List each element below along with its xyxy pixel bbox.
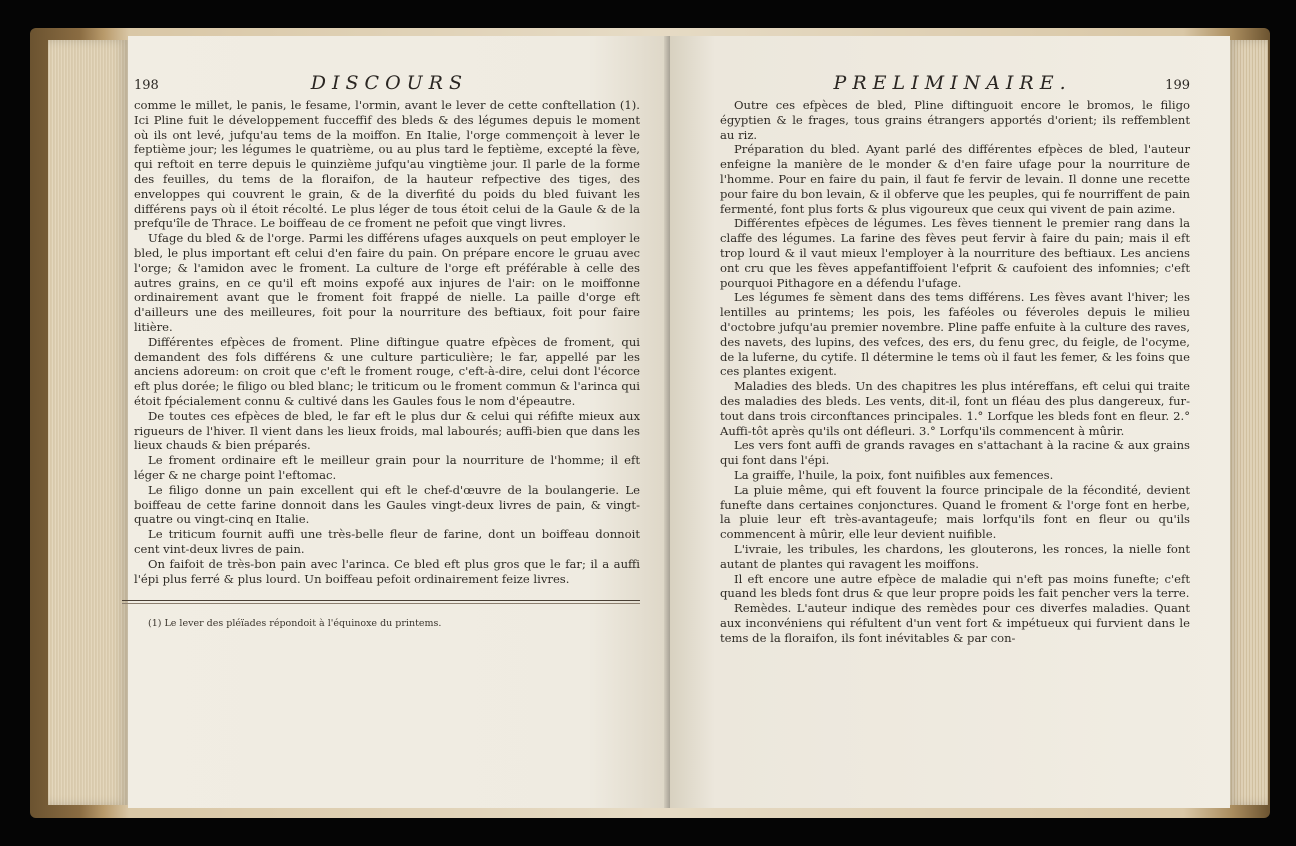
paragraph: Les légumes fe sèment dans des tems différens. Les fèves avant l'hiver; les lentilles au printems; les pois, les faféoles ou féveroles depuis le milieu d'octobre jufqu'au premier novembre. Pline paffe enfuite à la culture des raves, des navets, des lupins, des vefces, des ers, du fenu grec, du feigle, de l'ocyme, de la luferne, du cytife. Il détermine le tems où il faut les femer, & les foins que ces plantes exigent. [720,290,1190,379]
paragraph: Différentes efpèces de froment. Pline diftingue quatre efpèces de froment, qui demandent des fols différens & une culture particulière; le far, appellé par les anciens adoreum: on croit que c'eft le froment rouge, c'eft-à-dire, celui dont l'écorce eft plus dorée; le filigo ou bled blanc; le triticum ou le froment commun & l'arinca qui étoit fpécialement connu & cultivé dans les Gaules fous le nom d'épeautre. [134,334,640,408]
paragraph: Le triticum fournit auffi une très-belle fleur de farine, dont un boiffeau donnoit cent vint-deux livres de pain. [134,527,640,556]
paragraph: Les vers font auffi de grands ravages en s'attachant à la racine & aux grains qui font dans l'épi. [720,438,1190,468]
right-running-head [720,72,1190,94]
left-page-number: 198 [134,78,159,93]
right-running-title: PRELIMINAIRE. [833,72,1072,94]
paragraph: La pluie même, qui eft fouvent la fource principale de la fécondité, devient funefte dans certaines conjonctures. Quand le froment & l'orge font en herbe, la pluie leur eft très-avantageufe; mais lorfqu'ils font en fleur ou qu'ils commencent à mûrir, elle leur devient nuifible. [720,482,1190,542]
paragraph: comme le millet, le panis, le fesame, l'ormin, avant le lever de cette conftellation (1). Ici Pline fuit le développement fucceffif des bleds & des légumes depuis le moment où ils ont levé, jufqu'au tems de la moiffon. En Italie, l'orge commençoit à lever le feptième jour; les légumes le quatrième, ou au plus tard le feptième, excepté la fève, qui reftoit en terre depuis le quinzième jufqu'au vingtième jour. Il parle de la forme des feuilles, du tems de la floraifon, de la hauteur refpective des tiges, des enveloppes qui couvrent le grain, & de la diverfité du poids du bled fuivant les différens pays où il étoit récolté. Le plus léger de tous étoit celui de la Gaule & de la prefqu'île de Thrace. Le boiffeau de ce froment ne pefoit que vingt livres. [134,98,640,231]
page-edges-left [48,40,128,805]
left-running-title: DISCOURS [310,72,469,94]
paragraph: Maladies des bleds. Un des chapitres les plus intéreffans, eft celui qui traite des maladies des bleds. Les vents, dit-il, font un fléau des plus dangereux, fur-tout dans trois circonftances principales. 1.° Lorfque les bleds font en fleur. 2.° Auffi-tôt après qu'ils ont défleuri. 3.° Lorfqu'ils commencent à mûrir. [720,379,1190,438]
paragraph: Différentes efpèces de légumes. Les fèves tiennent le premier rang dans la claffe des légumes. La farine des fèves peut fervir à faire du pain; mais il eft trop lourd & il vaut mieux l'employer à la nourriture des beftiaux. Les anciens ont cru que les fèves appefantiffoient l'efprit & caufoient des infomnies; c'eft pourquoi Pithagore en a défendu l'ufage. [720,216,1190,290]
left-running-head [134,72,640,94]
paragraph: Ufage du bled & de l'orge. Parmi les différens ufages auxquels on peut employer le bled, le plus important eft celui d'en faire du pain. On prépare encore le gruau avec l'orge; & l'amidon avec le froment. La culture de l'orge eft préférable à celle des autres grains, en ce qu'il eft moins expofé aux injures de l'air: on le moiffonne ordinairement avant que le froment foit frappé de nielle. La paille d'orge eft d'ailleurs une des meilleures, foit pour la nourriture des beftiaux, foit pour faire litière. [134,231,640,334]
paragraph: Il eft encore une autre efpèce de maladie qui n'eft pas moins funefte; c'eft quand les bleds font drus & que leur propre poids les fait pencher vers la terre. [720,571,1190,601]
paragraph: On faifoit de très-bon pain avec l'arinca. Ce bled eft plus gros que le far; il a auffi l'épi plus ferré & plus lourd. Un boiffeau pefoit ordinairement feize livres. [134,556,640,586]
paragraph: Préparation du bled. Ayant parlé des différentes efpèces de bled, l'auteur enfeigne la manière de le monder & d'en faire ufage pour la nourriture de l'homme. Pour en faire du pain, il faut fe fervir de levain. Il donne une recette pour faire du bon levain, & il obferve que les peuples, qui fe nourriffent de pain fermenté, font plus forts & plus vigoureux que ceux qui vivent de pain azime. [720,142,1190,216]
paragraph: Outre ces efpèces de bled, Pline diftinguoit encore le bromos, le filigo égyptien & le frages, tous grains étrangers apportés d'orient; ils reffemblent au riz. [720,98,1190,142]
footnote: (1) Le lever des pléïades répondoit à l'équinoxe du printems. [148,618,442,630]
page-edges-right [1228,40,1268,805]
paragraph: Remèdes. L'auteur indique des remèdes pour ces diverfes maladies. Quant aux inconvéniens qui réfultent d'un vent fort & impétueux qui furvient dans le tems de la floraifon, ils font inévitables & par con- [720,601,1190,645]
footnote-rule [122,600,640,604]
right-page [670,36,1230,808]
left-page [128,36,670,808]
left-text-block [134,98,640,586]
paragraph: De toutes ces efpèces de bled, le far eft le plus dur & celui qui réfifte mieux aux rigueurs de l'hiver. Il vient dans les lieux froids, mal labourés; auffi-bien que dans les lieux chauds & bien préparés. [134,408,640,453]
paragraph: Le filigo donne un pain excellent qui eft le chef-d'œuvre de la boulangerie. Le boiffeau de cette farine donnoit dans les Gaules vingt-deux livres de pain, & vingt-quatre ou vingt-cinq en Italie. [134,482,640,527]
right-page-number: 199 [1165,78,1190,93]
right-text-block [720,98,1190,645]
paragraph: L'ivraie, les tribules, les chardons, les glouterons, les ronces, la nielle font autant de plantes qui ravagent les moiffons. [720,541,1190,571]
paragraph: La graiffe, l'huile, la poix, font nuifibles aux femences. [734,467,1054,482]
left-page-body [134,72,640,630]
paragraph: Le froment ordinaire eft le meilleur grain pour la nourriture de l'homme; il eft léger & ne charge point l'eftomac. [134,453,640,482]
